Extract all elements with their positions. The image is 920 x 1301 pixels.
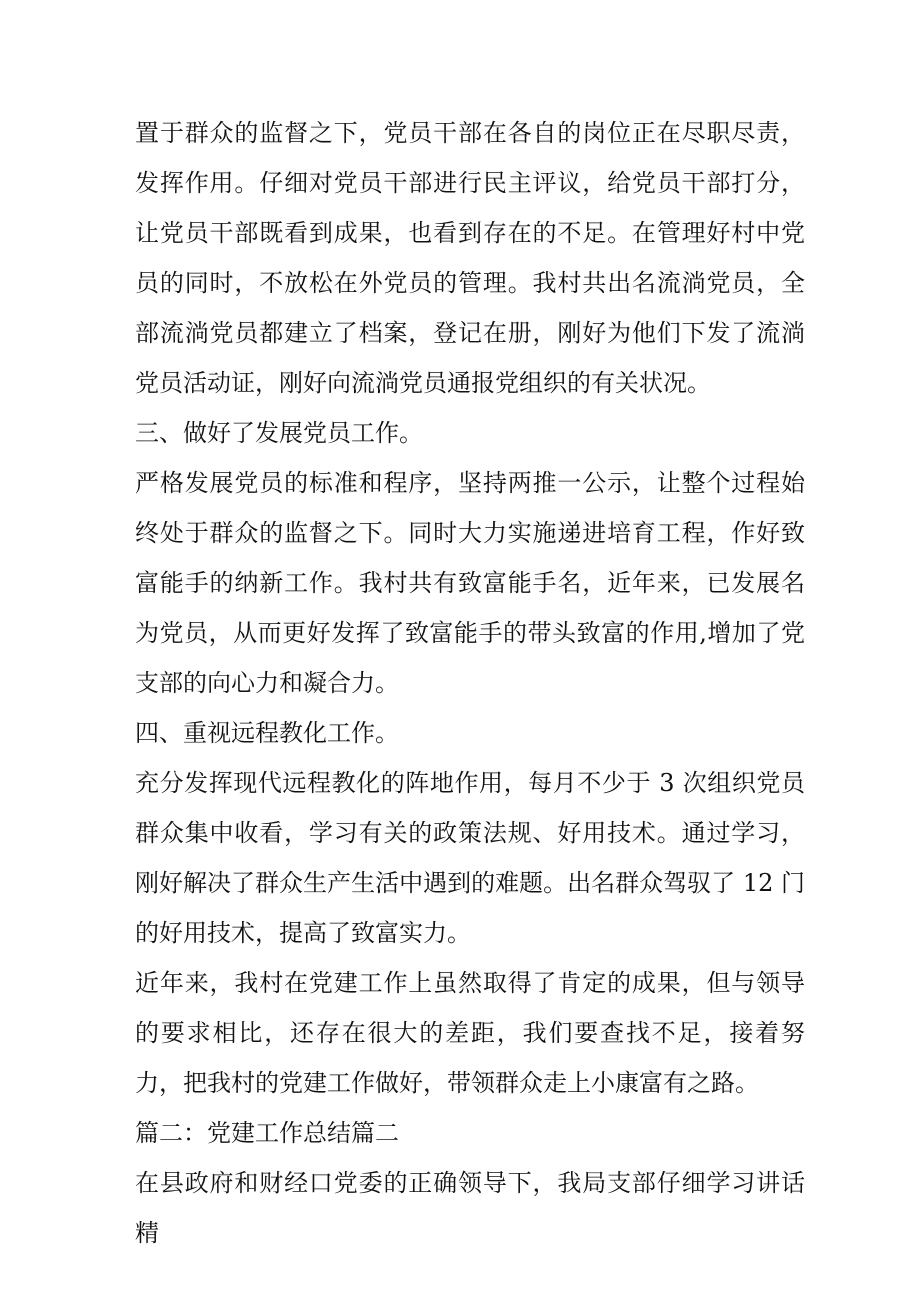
- article-heading-part-two: 篇二：党建工作总结篇二: [135, 1119, 399, 1147]
- section-heading-remote-education: 四、重视远程教化工作。: [135, 719, 399, 747]
- section-heading-party-development: 三、做好了发展党员工作。: [135, 419, 423, 447]
- paragraph-conclusion: 近年来，我村在党建工作上虽然取得了肯定的成果，但与领导的要求相比，还存在很大的差距，我们要查找不足，接着努力，把我村的党建工作做好，带领群众走上小康富有之路。: [135, 969, 805, 1097]
- document-body: [135, 108, 805, 1258]
- paragraph-party-development: 严格发展党员的标准和程序，坚持两推一公示，让整个过程始终处于群众的监督之下。同时大力实施递进培育工程，作好致富能手的纳新工作。我村共有致富能手名，近年来，已发展名为党员，从而更好发挥了致富能手的带头致富的作用,增加了党支部的向心力和凝合力。: [135, 469, 805, 697]
- paragraph-party-supervision: 置于群众的监督之下，党员干部在各自的岗位正在尽职尽责，发挥作用。仔细对党员干部进行民主评议，给党员干部打分，让党员干部既看到成果，也看到存在的不足。在管理好村中党员的同时，不放松在外党员的管理。我村共出名流淌党员，全部流淌党员都建立了档案，登记在册，刚好为他们下发了流淌党员活动证，刚好向流淌党员通报党组织的有关状况。: [135, 119, 805, 397]
- paragraph-part-two-intro: 在县政府和财经口党委的正确领导下，我局支部仔细学习讲话精: [135, 1169, 805, 1247]
- paragraph-remote-education: 充分发挥现代远程教化的阵地作用，每月不少于 3 次组织党员群众集中收看，学习有关的政策法规、好用技术。通过学习，刚好解决了群众生产生活中遇到的难题。出名群众驾驭了 12 门的好用技术，提高了致富实力。: [135, 769, 805, 947]
